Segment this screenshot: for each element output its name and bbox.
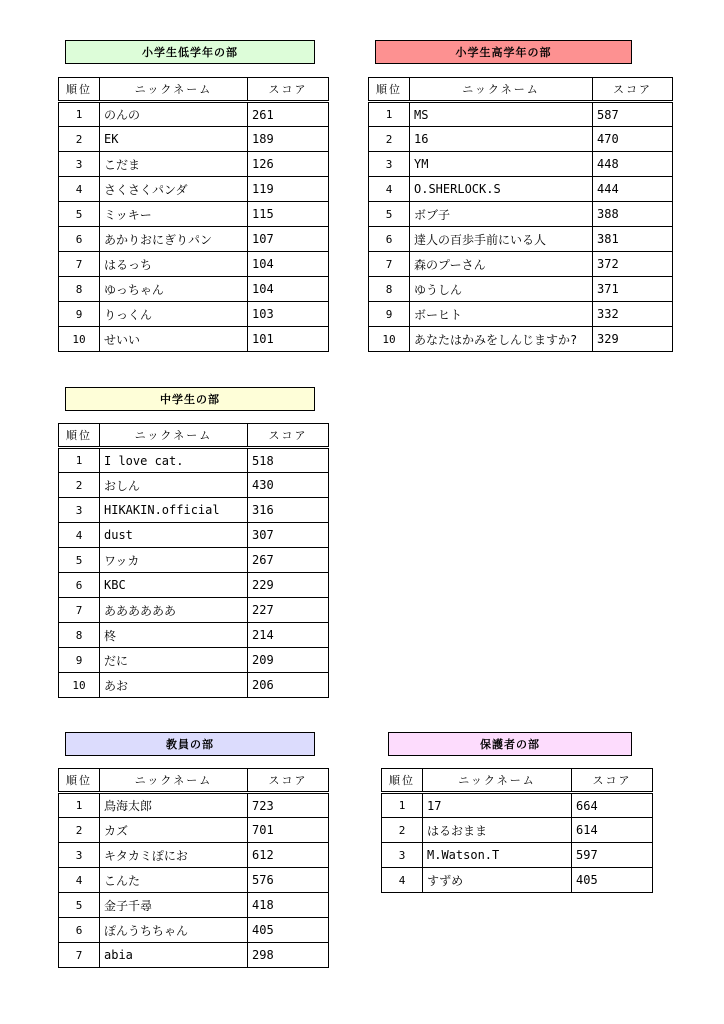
rank-cell: 4 bbox=[382, 868, 423, 893]
table-row bbox=[59, 598, 329, 623]
ranking-table-teacher bbox=[58, 768, 329, 968]
rank-cell: 6 bbox=[59, 918, 100, 943]
table-row bbox=[59, 843, 329, 868]
nickname-cell: YM bbox=[410, 152, 593, 177]
table-row bbox=[59, 623, 329, 648]
nickname-cell: MS bbox=[410, 102, 593, 127]
score-cell: 115 bbox=[248, 202, 329, 227]
nickname-cell: あなたはかみをしんじますか? bbox=[410, 327, 593, 352]
score-cell: 307 bbox=[248, 523, 329, 548]
table-row bbox=[369, 277, 673, 302]
table-row bbox=[382, 868, 653, 893]
score-cell: 119 bbox=[248, 177, 329, 202]
table-row bbox=[382, 793, 653, 818]
score-cell: 701 bbox=[248, 818, 329, 843]
table-row bbox=[369, 252, 673, 277]
table-row bbox=[59, 793, 329, 818]
table-row bbox=[369, 152, 673, 177]
table-row bbox=[59, 327, 329, 352]
rank-cell: 3 bbox=[59, 843, 100, 868]
ranking-table-elem-high bbox=[368, 77, 673, 352]
score-cell: 332 bbox=[593, 302, 673, 327]
table-row bbox=[59, 102, 329, 127]
rank-cell: 5 bbox=[59, 893, 100, 918]
nickname-cell: ミッキー bbox=[100, 202, 248, 227]
rank-cell: 7 bbox=[59, 598, 100, 623]
score-cell: 430 bbox=[248, 473, 329, 498]
score-cell: 103 bbox=[248, 302, 329, 327]
nickname-cell: おしん bbox=[100, 473, 248, 498]
score-cell: 126 bbox=[248, 152, 329, 177]
nickname-cell: EK bbox=[100, 127, 248, 152]
rank-cell: 3 bbox=[59, 498, 100, 523]
table-row bbox=[59, 548, 329, 573]
nickname-cell: ゆうしん bbox=[410, 277, 593, 302]
rank-cell: 4 bbox=[369, 177, 410, 202]
score-cell: 329 bbox=[593, 327, 673, 352]
rank-cell: 5 bbox=[59, 202, 100, 227]
rank-cell: 5 bbox=[59, 548, 100, 573]
nickname-cell: ゆっちゃん bbox=[100, 277, 248, 302]
nickname-cell: 達人の百歩手前にいる人 bbox=[410, 227, 593, 252]
rank-cell: 8 bbox=[59, 623, 100, 648]
score-cell: 104 bbox=[248, 277, 329, 302]
rank-cell: 2 bbox=[59, 473, 100, 498]
score-cell: 189 bbox=[248, 127, 329, 152]
ranking-table-middle bbox=[58, 423, 329, 698]
score-cell: 448 bbox=[593, 152, 673, 177]
header-score: スコア bbox=[593, 78, 673, 102]
score-cell: 597 bbox=[572, 843, 653, 868]
table-row bbox=[59, 523, 329, 548]
rank-cell: 2 bbox=[59, 818, 100, 843]
table-row bbox=[59, 202, 329, 227]
rank-cell: 8 bbox=[369, 277, 410, 302]
nickname-cell: KBC bbox=[100, 573, 248, 598]
score-cell: 381 bbox=[593, 227, 673, 252]
rank-cell: 3 bbox=[369, 152, 410, 177]
rank-cell: 7 bbox=[369, 252, 410, 277]
nickname-cell: だに bbox=[100, 648, 248, 673]
table-row bbox=[382, 818, 653, 843]
score-cell: 405 bbox=[572, 868, 653, 893]
table-row bbox=[59, 448, 329, 473]
table-row bbox=[59, 818, 329, 843]
rank-cell: 7 bbox=[59, 943, 100, 968]
rank-cell: 3 bbox=[59, 152, 100, 177]
nickname-cell: こだま bbox=[100, 152, 248, 177]
rank-cell: 10 bbox=[59, 673, 100, 698]
nickname-cell: のんの bbox=[100, 102, 248, 127]
score-cell: 229 bbox=[248, 573, 329, 598]
header-score: スコア bbox=[248, 78, 329, 102]
score-cell: 372 bbox=[593, 252, 673, 277]
nickname-cell: 17 bbox=[423, 793, 572, 818]
table-row bbox=[369, 227, 673, 252]
header-nickname: ニックネーム bbox=[100, 424, 248, 448]
nickname-cell: 森のプーさん bbox=[410, 252, 593, 277]
rank-cell: 4 bbox=[59, 177, 100, 202]
table-row bbox=[369, 102, 673, 127]
score-cell: 227 bbox=[248, 598, 329, 623]
nickname-cell: 柊 bbox=[100, 623, 248, 648]
rank-cell: 10 bbox=[369, 327, 410, 352]
rank-cell: 2 bbox=[382, 818, 423, 843]
nickname-cell: カズ bbox=[100, 818, 248, 843]
table-row bbox=[59, 648, 329, 673]
score-cell: 612 bbox=[248, 843, 329, 868]
rank-cell: 1 bbox=[59, 102, 100, 127]
rank-cell: 10 bbox=[59, 327, 100, 352]
header-rank: 順位 bbox=[369, 78, 410, 102]
header-nickname: ニックネーム bbox=[410, 78, 593, 102]
score-cell: 576 bbox=[248, 868, 329, 893]
section-title-teacher: 教員の部 bbox=[65, 732, 315, 756]
rank-cell: 9 bbox=[59, 302, 100, 327]
rank-cell: 1 bbox=[382, 793, 423, 818]
table-row bbox=[59, 573, 329, 598]
header-rank: 順位 bbox=[382, 769, 423, 793]
rank-cell: 3 bbox=[382, 843, 423, 868]
table-row bbox=[59, 177, 329, 202]
score-cell: 101 bbox=[248, 327, 329, 352]
header-score: スコア bbox=[248, 769, 329, 793]
nickname-cell: りっくん bbox=[100, 302, 248, 327]
section-title-elem-low: 小学生低学年の部 bbox=[65, 40, 315, 64]
rank-cell: 4 bbox=[59, 523, 100, 548]
rank-cell: 7 bbox=[59, 252, 100, 277]
nickname-cell: 金子千尋 bbox=[100, 893, 248, 918]
rank-cell: 1 bbox=[59, 793, 100, 818]
nickname-cell: こんた bbox=[100, 868, 248, 893]
table-row bbox=[369, 177, 673, 202]
score-cell: 209 bbox=[248, 648, 329, 673]
nickname-cell: M.Watson.T bbox=[423, 843, 572, 868]
nickname-cell: dust bbox=[100, 523, 248, 548]
rank-cell: 6 bbox=[59, 573, 100, 598]
nickname-cell: あお bbox=[100, 673, 248, 698]
score-cell: 214 bbox=[248, 623, 329, 648]
table-row bbox=[59, 673, 329, 698]
header-rank: 順位 bbox=[59, 78, 100, 102]
rank-cell: 8 bbox=[59, 277, 100, 302]
table-row bbox=[59, 252, 329, 277]
table-row bbox=[59, 918, 329, 943]
rank-cell: 5 bbox=[369, 202, 410, 227]
rank-cell: 9 bbox=[369, 302, 410, 327]
score-cell: 107 bbox=[248, 227, 329, 252]
score-cell: 664 bbox=[572, 793, 653, 818]
score-cell: 267 bbox=[248, 548, 329, 573]
table-row bbox=[59, 302, 329, 327]
nickname-cell: 鳥海太郎 bbox=[100, 793, 248, 818]
rank-cell: 2 bbox=[59, 127, 100, 152]
table-row bbox=[369, 302, 673, 327]
table-row bbox=[59, 943, 329, 968]
table-row bbox=[59, 277, 329, 302]
score-cell: 614 bbox=[572, 818, 653, 843]
nickname-cell: すずめ bbox=[423, 868, 572, 893]
score-cell: 723 bbox=[248, 793, 329, 818]
section-title-elem-high: 小学生高学年の部 bbox=[375, 40, 632, 64]
header-nickname: ニックネーム bbox=[100, 769, 248, 793]
table-row bbox=[369, 327, 673, 352]
nickname-cell: ボーヒト bbox=[410, 302, 593, 327]
nickname-cell: せいい bbox=[100, 327, 248, 352]
score-cell: 405 bbox=[248, 918, 329, 943]
table-row bbox=[59, 498, 329, 523]
header-score: スコア bbox=[572, 769, 653, 793]
score-cell: 206 bbox=[248, 673, 329, 698]
nickname-cell: はるっち bbox=[100, 252, 248, 277]
nickname-cell: HIKAKIN.official bbox=[100, 498, 248, 523]
nickname-cell: はるおまま bbox=[423, 818, 572, 843]
table-row bbox=[369, 127, 673, 152]
header-rank: 順位 bbox=[59, 424, 100, 448]
score-cell: 444 bbox=[593, 177, 673, 202]
nickname-cell: キタカミぽにお bbox=[100, 843, 248, 868]
table-row bbox=[59, 227, 329, 252]
rank-cell: 2 bbox=[369, 127, 410, 152]
score-cell: 470 bbox=[593, 127, 673, 152]
rank-cell: 1 bbox=[369, 102, 410, 127]
score-cell: 418 bbox=[248, 893, 329, 918]
score-cell: 371 bbox=[593, 277, 673, 302]
nickname-cell: ぽんうちちゃん bbox=[100, 918, 248, 943]
nickname-cell: さくさくパンダ bbox=[100, 177, 248, 202]
rank-cell: 4 bbox=[59, 868, 100, 893]
nickname-cell: 16 bbox=[410, 127, 593, 152]
table-row bbox=[382, 843, 653, 868]
ranking-table-guardian bbox=[381, 768, 653, 893]
ranking-table-elem-low bbox=[58, 77, 329, 352]
nickname-cell: O.SHERLOCK.S bbox=[410, 177, 593, 202]
header-rank: 順位 bbox=[59, 769, 100, 793]
header-score: スコア bbox=[248, 424, 329, 448]
nickname-cell: abia bbox=[100, 943, 248, 968]
table-row bbox=[59, 868, 329, 893]
score-cell: 298 bbox=[248, 943, 329, 968]
table-row bbox=[59, 152, 329, 177]
table-row bbox=[369, 202, 673, 227]
header-nickname: ニックネーム bbox=[100, 78, 248, 102]
rank-cell: 6 bbox=[369, 227, 410, 252]
header-nickname: ニックネーム bbox=[423, 769, 572, 793]
score-cell: 261 bbox=[248, 102, 329, 127]
table-row bbox=[59, 893, 329, 918]
score-cell: 587 bbox=[593, 102, 673, 127]
nickname-cell: ワッカ bbox=[100, 548, 248, 573]
table-row bbox=[59, 473, 329, 498]
rank-cell: 9 bbox=[59, 648, 100, 673]
score-cell: 388 bbox=[593, 202, 673, 227]
nickname-cell: ボブ子 bbox=[410, 202, 593, 227]
score-cell: 316 bbox=[248, 498, 329, 523]
nickname-cell: ああああああ bbox=[100, 598, 248, 623]
table-row bbox=[59, 127, 329, 152]
score-cell: 104 bbox=[248, 252, 329, 277]
rank-cell: 6 bbox=[59, 227, 100, 252]
nickname-cell: あかりおにぎりパン bbox=[100, 227, 248, 252]
section-title-guardian: 保護者の部 bbox=[388, 732, 632, 756]
nickname-cell: I love cat. bbox=[100, 448, 248, 473]
rank-cell: 1 bbox=[59, 448, 100, 473]
score-cell: 518 bbox=[248, 448, 329, 473]
section-title-middle: 中学生の部 bbox=[65, 387, 315, 411]
